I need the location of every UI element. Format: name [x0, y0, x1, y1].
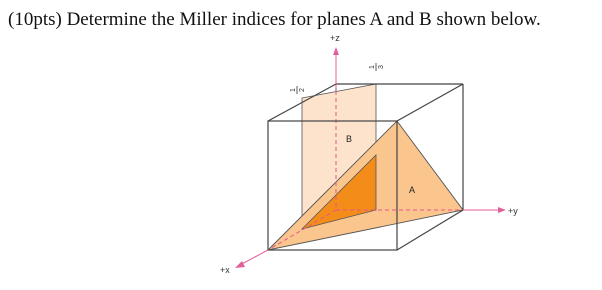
- x-axis-arrowhead: [235, 261, 245, 268]
- fraction-half-denominator: 2: [299, 88, 306, 92]
- fraction-half: [290, 86, 306, 94]
- y-axis-arrowhead: [498, 207, 506, 213]
- x-axis-arrow-line: [240, 250, 268, 265]
- fraction-third: [369, 63, 385, 71]
- cube-edge: [397, 84, 463, 121]
- z-axis-arrowhead: [333, 47, 339, 55]
- plane-b-label: B: [346, 134, 353, 144]
- fraction-third-numerator: 1: [369, 65, 376, 69]
- question-text: (10pts) Determine the Miller indices for planes A and B shown below.: [8, 9, 541, 30]
- fraction-third-denominator: 3: [378, 65, 385, 69]
- z-axis-label: +z: [330, 33, 340, 43]
- plane-a-label: A: [409, 185, 416, 195]
- x-axis-label: +x: [220, 265, 230, 275]
- fraction-half-numerator: 1: [290, 88, 297, 92]
- y-axis-label: +y: [508, 206, 518, 216]
